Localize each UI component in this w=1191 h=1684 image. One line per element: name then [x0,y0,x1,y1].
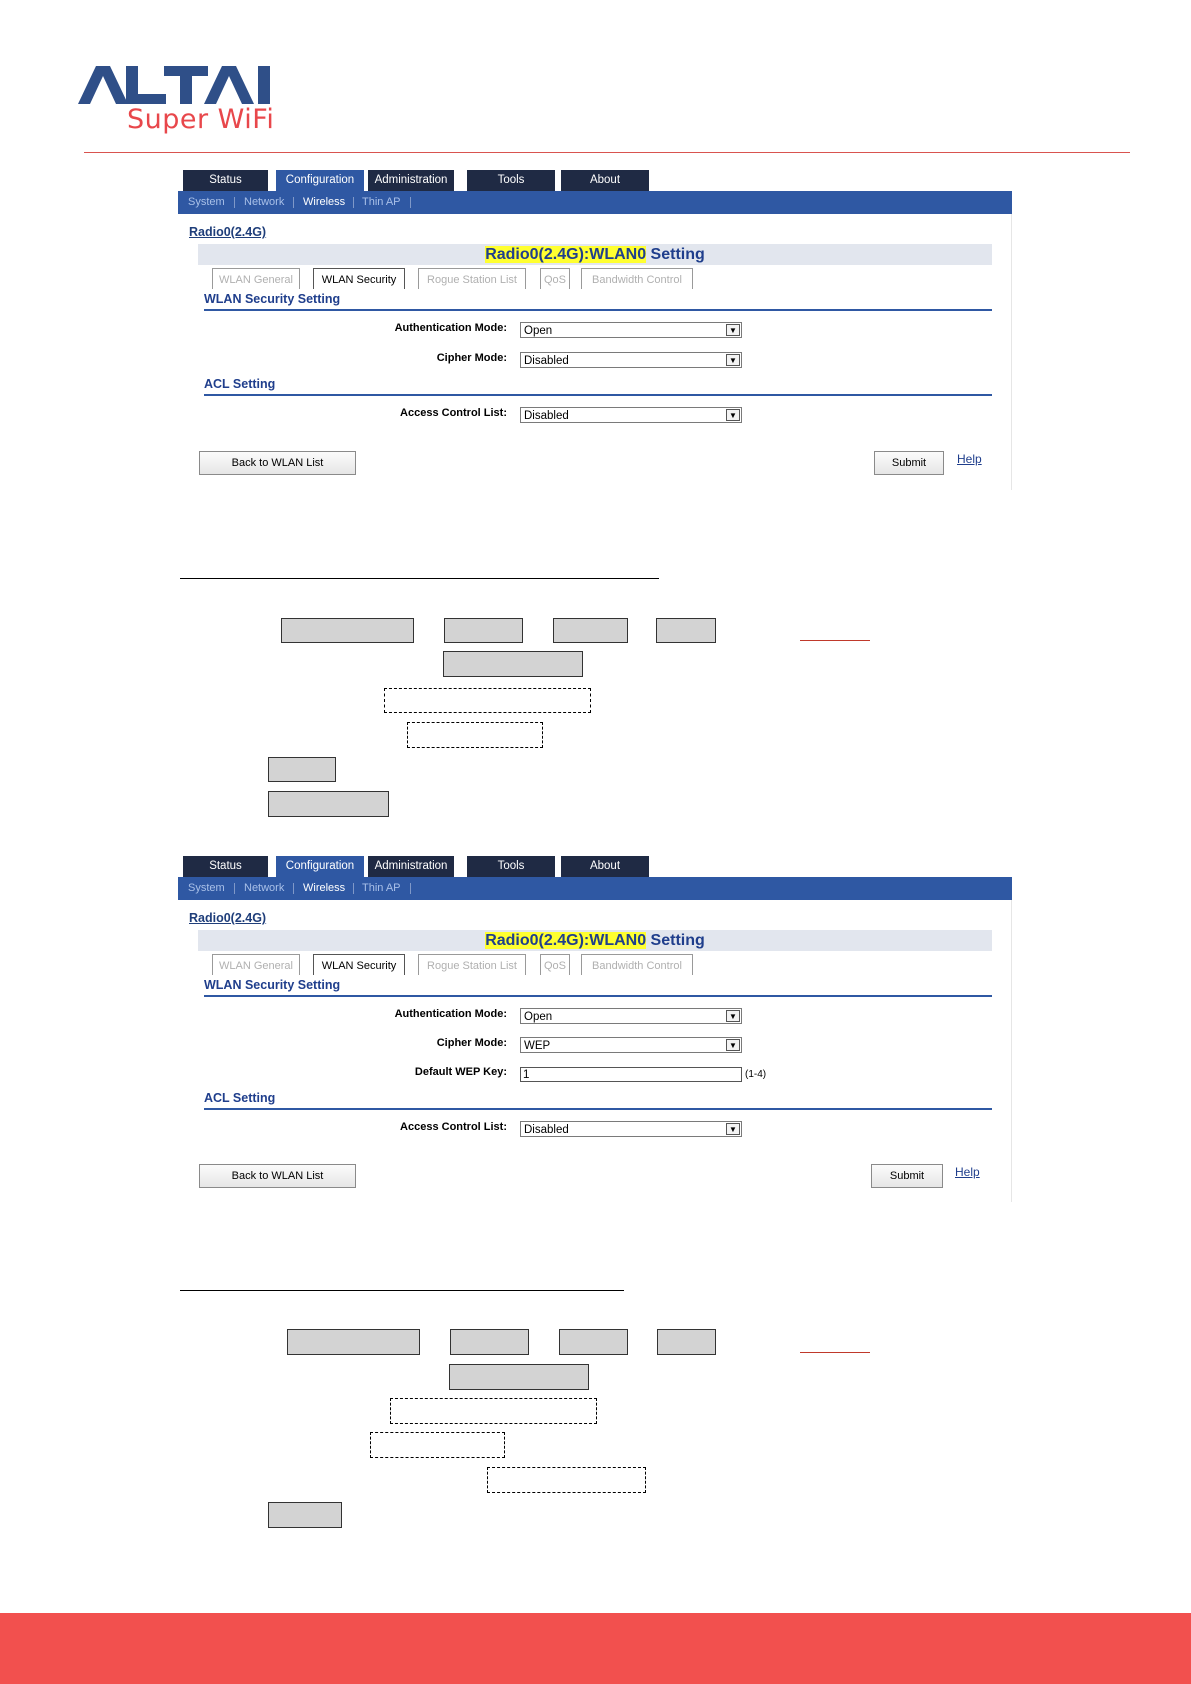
header-divider [84,152,1130,153]
subtab-wlan-general[interactable]: WLAN General [212,954,300,975]
subtab-bandwidth-control[interactable]: Bandwidth Control [581,268,693,289]
subnav-thin-ap[interactable]: Thin AP [362,882,401,894]
acl-value: Disabled [524,410,569,422]
section-divider [204,309,992,311]
tab-configuration[interactable]: Configuration [276,856,364,877]
acl-label: Access Control List: [400,407,507,419]
wlan-security-section-title: WLAN Security Setting [204,292,341,306]
subnav-network[interactable]: Network [244,196,285,208]
redacted-ui-reference [553,618,628,643]
subtab-rogue-station-list[interactable]: Rogue Station List [418,954,526,975]
setting-title-highlight: Radio0(2.4G):WLAN0 [485,932,647,949]
frame-border [1011,214,1012,490]
auth-mode-select[interactable] [520,1008,742,1024]
redacted-field-reference [390,1398,597,1424]
subtab-qos[interactable]: QoS [540,954,570,975]
tab-about[interactable]: About [561,856,649,877]
cipher-mode-select[interactable] [520,1037,742,1053]
chevron-down-icon: ▼ [726,1123,740,1135]
wep-key-label: Default WEP Key: [414,1066,507,1078]
radio-link[interactable]: Radio0(2.4G) [189,911,267,925]
redacted-ui-reference [268,1502,342,1528]
subnav-wireless[interactable]: Wireless [303,196,346,208]
acl-select[interactable] [520,1121,742,1137]
acl-section-title: ACL Setting [204,1091,276,1105]
redacted-link [800,1352,870,1353]
wlan-security-screen-open [178,170,1012,490]
subtab-qos[interactable]: QoS [540,268,570,289]
wlan-security-section-title: WLAN Security Setting [204,978,341,992]
main-tab-bar [178,856,1012,877]
auth-mode-select[interactable] [520,322,742,338]
redacted-field-reference [370,1432,505,1458]
redacted-ui-reference [449,1364,589,1390]
tab-configuration[interactable]: Configuration [276,170,364,191]
redacted-ui-reference [268,791,389,817]
setting-title-highlight: Radio0(2.4G):WLAN0 [485,246,647,263]
submit-button[interactable]: Submit [871,1164,943,1188]
back-to-wlan-list-button[interactable]: Back to WLAN List [199,1164,356,1188]
subnav-wireless[interactable]: Wireless [303,882,346,894]
wep-key-range-hint: (1-4) [745,1069,767,1080]
cipher-mode-label: Cipher Mode: [436,352,507,364]
redacted-heading-underline [180,1290,624,1291]
acl-select[interactable] [520,407,742,423]
cipher-mode-select[interactable] [520,352,742,368]
tab-tools[interactable]: Tools [467,170,555,191]
chevron-down-icon: ▼ [726,324,740,336]
chevron-down-icon: ▼ [726,1039,740,1051]
subtab-bandwidth-control[interactable]: Bandwidth Control [581,954,693,975]
tab-status[interactable]: Status [183,856,268,877]
setting-title [198,930,992,951]
redacted-ui-reference [656,618,716,643]
subtab-rogue-station-list[interactable]: Rogue Station List [418,268,526,289]
cipher-mode-label: Cipher Mode: [436,1037,507,1049]
acl-label: Access Control List: [400,1121,507,1133]
tab-about[interactable]: About [561,170,649,191]
redacted-field-reference [487,1467,646,1493]
chevron-down-icon: ▼ [726,1010,740,1022]
section-divider [204,1108,992,1110]
cipher-mode-value: WEP [524,1040,551,1052]
subnav-system[interactable]: System [188,196,225,208]
help-link[interactable]: Help [955,1165,980,1179]
tab-status[interactable]: Status [183,170,268,191]
subtab-wlan-general[interactable]: WLAN General [212,268,300,289]
cipher-mode-value: Disabled [524,355,569,367]
redacted-ui-reference [287,1329,420,1355]
redacted-ui-reference [443,651,583,677]
subnav-thin-ap[interactable]: Thin AP [362,196,401,208]
footer-band [0,1613,1191,1684]
back-to-wlan-list-button[interactable]: Back to WLAN List [199,451,356,475]
subtab-wlan-security[interactable]: WLAN Security [313,954,405,975]
section-divider [204,995,992,997]
setting-title [198,244,992,265]
radio-link[interactable]: Radio0(2.4G) [189,225,267,239]
acl-section-title: ACL Setting [204,377,276,391]
setting-title-rest: Setting [646,932,705,949]
main-tab-bar [178,170,1012,191]
redacted-ui-reference [559,1329,628,1355]
wep-key-input[interactable]: 1 [520,1067,742,1082]
auth-mode-label: Authentication Mode: [394,1008,507,1020]
sub-navigation [178,877,1012,900]
subtab-wlan-security[interactable]: WLAN Security [313,268,405,289]
auth-mode-label: Authentication Mode: [394,322,507,334]
section-divider [204,394,992,396]
redacted-link [800,640,870,641]
redacted-ui-reference [268,757,336,782]
redacted-heading-underline [180,578,659,579]
acl-value: Disabled [524,1124,569,1136]
setting-title-rest: Setting [646,246,705,263]
auth-mode-value: Open [524,1011,553,1023]
redacted-ui-reference [444,618,523,643]
redacted-ui-reference [281,618,414,643]
subnav-network[interactable]: Network [244,882,285,894]
redacted-ui-reference [450,1329,529,1355]
frame-border [1011,900,1012,1202]
auth-mode-value: Open [524,325,553,337]
tab-tools[interactable]: Tools [467,856,555,877]
submit-button[interactable]: Submit [874,451,944,475]
tab-administration[interactable]: Administration [368,856,454,877]
redacted-field-reference [384,688,591,713]
chevron-down-icon: ▼ [726,409,740,421]
chevron-down-icon: ▼ [726,354,740,366]
brand-tagline: Super WiFi [127,104,275,135]
subnav-system[interactable]: System [188,882,225,894]
help-link[interactable]: Help [957,452,982,466]
wlan-security-screen-wep [178,856,1012,1202]
redacted-field-reference [407,722,543,748]
tab-administration[interactable]: Administration [368,170,454,191]
sub-navigation [178,191,1012,214]
redacted-ui-reference [657,1329,716,1355]
